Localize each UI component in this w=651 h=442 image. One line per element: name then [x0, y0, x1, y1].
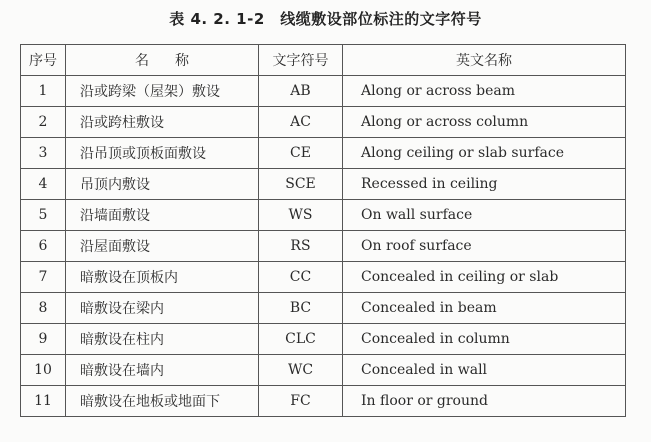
row-symbol: BC [259, 293, 343, 324]
table-title: 表 4. 2. 1-2 线缆敷设部位标注的文字符号 [169, 10, 482, 28]
row-english: Along or across column [343, 107, 626, 138]
row-name: 沿屋面敷设 [66, 231, 259, 262]
header-english: 英文名称 [343, 45, 626, 76]
row-index: 4 [21, 169, 66, 200]
row-symbol: AB [259, 76, 343, 107]
row-index: 10 [21, 355, 66, 386]
row-index: 6 [21, 231, 66, 262]
table-row [21, 107, 626, 138]
row-index: 7 [21, 262, 66, 293]
row-name: 沿吊顶或顶板面敷设 [66, 138, 259, 169]
row-name: 吊顶内敷设 [66, 169, 259, 200]
row-index: 11 [21, 386, 66, 417]
table-row [21, 200, 626, 231]
row-symbol: WS [259, 200, 343, 231]
row-name: 暗敷设在梁内 [66, 293, 259, 324]
row-index: 9 [21, 324, 66, 355]
row-name: 沿墙面敷设 [66, 200, 259, 231]
row-name: 沿或跨梁（屋架）敷设 [66, 76, 259, 107]
table-header-row [21, 45, 626, 76]
symbol-table [20, 44, 626, 417]
row-name: 沿或跨柱敷设 [66, 107, 259, 138]
row-english: Concealed in beam [343, 293, 626, 324]
row-english: Concealed in wall [343, 355, 626, 386]
table-row [21, 355, 626, 386]
row-english: In floor or ground [343, 386, 626, 417]
row-name: 暗敷设在墙内 [66, 355, 259, 386]
table-row [21, 231, 626, 262]
row-name: 暗敷设在顶板内 [66, 262, 259, 293]
table-row [21, 386, 626, 417]
row-symbol: SCE [259, 169, 343, 200]
row-symbol: CC [259, 262, 343, 293]
row-index: 1 [21, 76, 66, 107]
row-english: Along or across beam [343, 76, 626, 107]
header-name-label: 名称 [135, 53, 215, 69]
row-english: Concealed in ceiling or slab [343, 262, 626, 293]
row-index: 3 [21, 138, 66, 169]
table-row [21, 324, 626, 355]
row-index: 8 [21, 293, 66, 324]
row-symbol: WC [259, 355, 343, 386]
table-row [21, 169, 626, 200]
table-row [21, 293, 626, 324]
header-index: 序号 [21, 45, 66, 76]
row-english: On wall surface [343, 200, 626, 231]
table-row [21, 76, 626, 107]
row-symbol: RS [259, 231, 343, 262]
row-symbol: CE [259, 138, 343, 169]
row-symbol: CLC [259, 324, 343, 355]
row-name: 暗敷设在柱内 [66, 324, 259, 355]
table-row [21, 138, 626, 169]
header-symbol: 文字符号 [259, 45, 343, 76]
row-symbol: FC [259, 386, 343, 417]
row-symbol: AC [259, 107, 343, 138]
row-name: 暗敷设在地板或地面下 [66, 386, 259, 417]
row-index: 2 [21, 107, 66, 138]
row-english: Along ceiling or slab surface [343, 138, 626, 169]
row-english: On roof surface [343, 231, 626, 262]
row-english: Recessed in ceiling [343, 169, 626, 200]
header-name [66, 45, 259, 76]
row-english: Concealed in column [343, 324, 626, 355]
table-row [21, 262, 626, 293]
row-index: 5 [21, 200, 66, 231]
